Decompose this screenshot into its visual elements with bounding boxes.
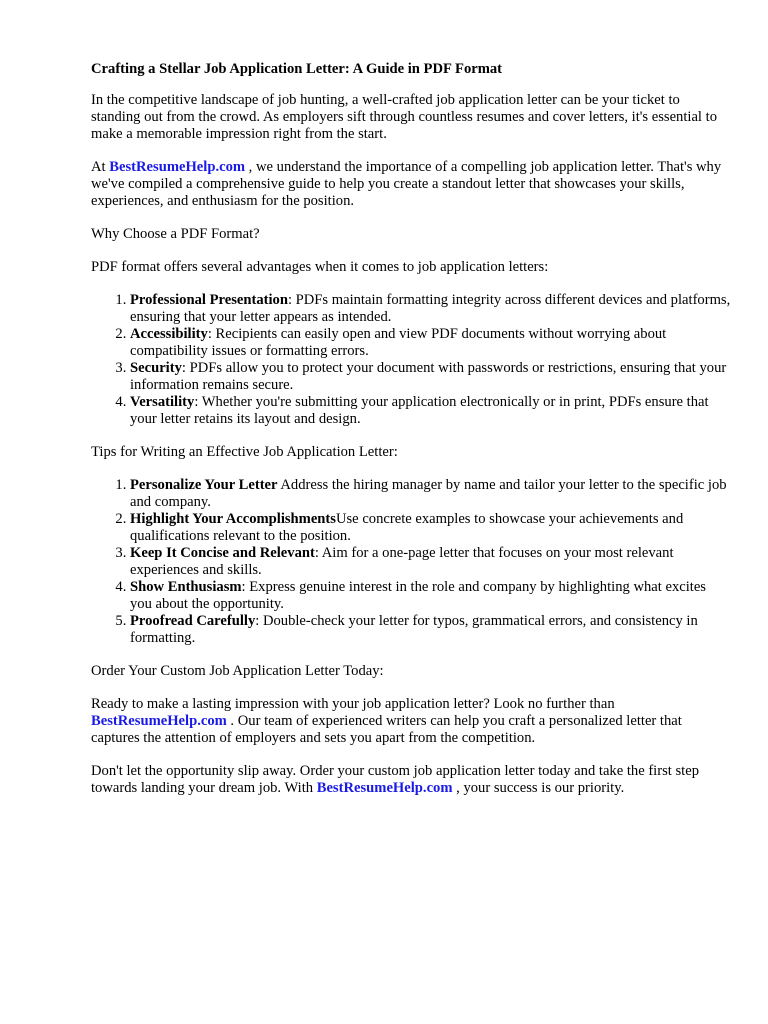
list-item-term: Show Enthusiasm	[130, 579, 242, 595]
pdf-advantages-list	[91, 292, 731, 428]
list-item-term: Keep It Concise and Relevant	[130, 545, 315, 561]
list-item-text: : Recipients can easily open and view PDF documents without worrying about compatibility issues or formatting errors.	[130, 326, 667, 359]
pdf-intro: PDF format offers several advantages when it comes to job application letters:	[91, 259, 549, 275]
list-item-text: : Aim for a one-page letter that focuses on your most relevant experiences and skills.	[130, 545, 674, 578]
list-item-term: Personalize Your Letter	[130, 477, 278, 493]
tips-list	[91, 477, 731, 647]
list-item	[130, 394, 731, 428]
list-item-text: : Double-check your letter for typos, grammatical errors, and consistency in formatting.	[130, 613, 698, 646]
list-item-term: Highlight Your Accomplishments	[130, 511, 336, 527]
ready-suffix: . Our team of experienced writers can help you craft a personalized letter that captures the attention of employers and sets you apart from the competition.	[91, 713, 682, 746]
ready-prefix: Ready to make a lasting impression with your job application letter? Look no further than	[91, 696, 615, 712]
document-title: Crafting a Stellar Job Application Letter: A Guide in PDF Format	[91, 61, 503, 77]
tips-heading: Tips for Writing an Effective Job Application Letter:	[91, 444, 398, 460]
final-suffix: , your success is our priority.	[452, 780, 625, 796]
list-item	[130, 360, 731, 394]
list-item	[130, 292, 731, 326]
list-item-text: : Whether you're submitting your application electronically or in print, PDFs ensure that your letter retains its layout and design.	[130, 394, 709, 427]
list-item-text: : Express genuine interest in the role and company by highlighting what excites you about the opportunity.	[130, 579, 706, 612]
final-prefix: Don't let the opportunity slip away. Order your custom job application letter today and take the first step towards landing your dream job. With	[91, 763, 699, 796]
list-item	[130, 477, 731, 511]
list-item	[130, 326, 731, 360]
intro-paragraph: In the competitive landscape of job hunting, a well-crafted job application letter can be your ticket to standing out from the crowd. As employers sift through countless resumes and cover letters, it's essential to make a memorable impression right from the start.	[91, 92, 717, 142]
list-item-text: Use concrete examples to showcase your achievements and qualifications relevant to the position.	[130, 511, 684, 544]
list-item	[130, 613, 731, 647]
list-item-text: : PDFs allow you to protect your document with passwords or restrictions, ensuring that your information remains secure.	[130, 360, 727, 393]
list-item	[130, 579, 731, 613]
about-prefix: At	[91, 159, 110, 175]
about-paragraph	[91, 159, 731, 210]
list-item-term: Proofread Carefully	[130, 613, 256, 629]
final-paragraph	[91, 763, 731, 797]
about-suffix: , we understand the importance of a compelling job application letter. That's why we've compiled a comprehensive guide to help you create a standout letter that showcases your skills, experiences, and enthusiasm for the position.	[91, 159, 722, 209]
document-body	[91, 61, 731, 813]
list-item-term: Accessibility	[130, 326, 208, 342]
list-item-text: : PDFs maintain formatting integrity across different devices and platforms, ensuring that your letter appears as intended.	[130, 292, 731, 325]
list-item-term: Security	[130, 360, 182, 376]
list-item-term: Professional Presentation	[130, 292, 288, 308]
list-item-term: Versatility	[130, 394, 195, 410]
ready-paragraph	[91, 696, 731, 747]
list-item-text: Address the hiring manager by name and tailor your letter to the specific job and company.	[130, 477, 727, 510]
bestresumehelp-link[interactable]: BestResumeHelp.com	[316, 780, 453, 796]
list-item	[130, 545, 731, 579]
bestresumehelp-link[interactable]: BestResumeHelp.com	[91, 713, 227, 729]
order-heading: Order Your Custom Job Application Letter Today:	[91, 663, 384, 679]
pdf-heading: Why Choose a PDF Format?	[91, 226, 260, 242]
bestresumehelp-link[interactable]: BestResumeHelp.com	[109, 159, 246, 175]
list-item	[130, 511, 731, 545]
